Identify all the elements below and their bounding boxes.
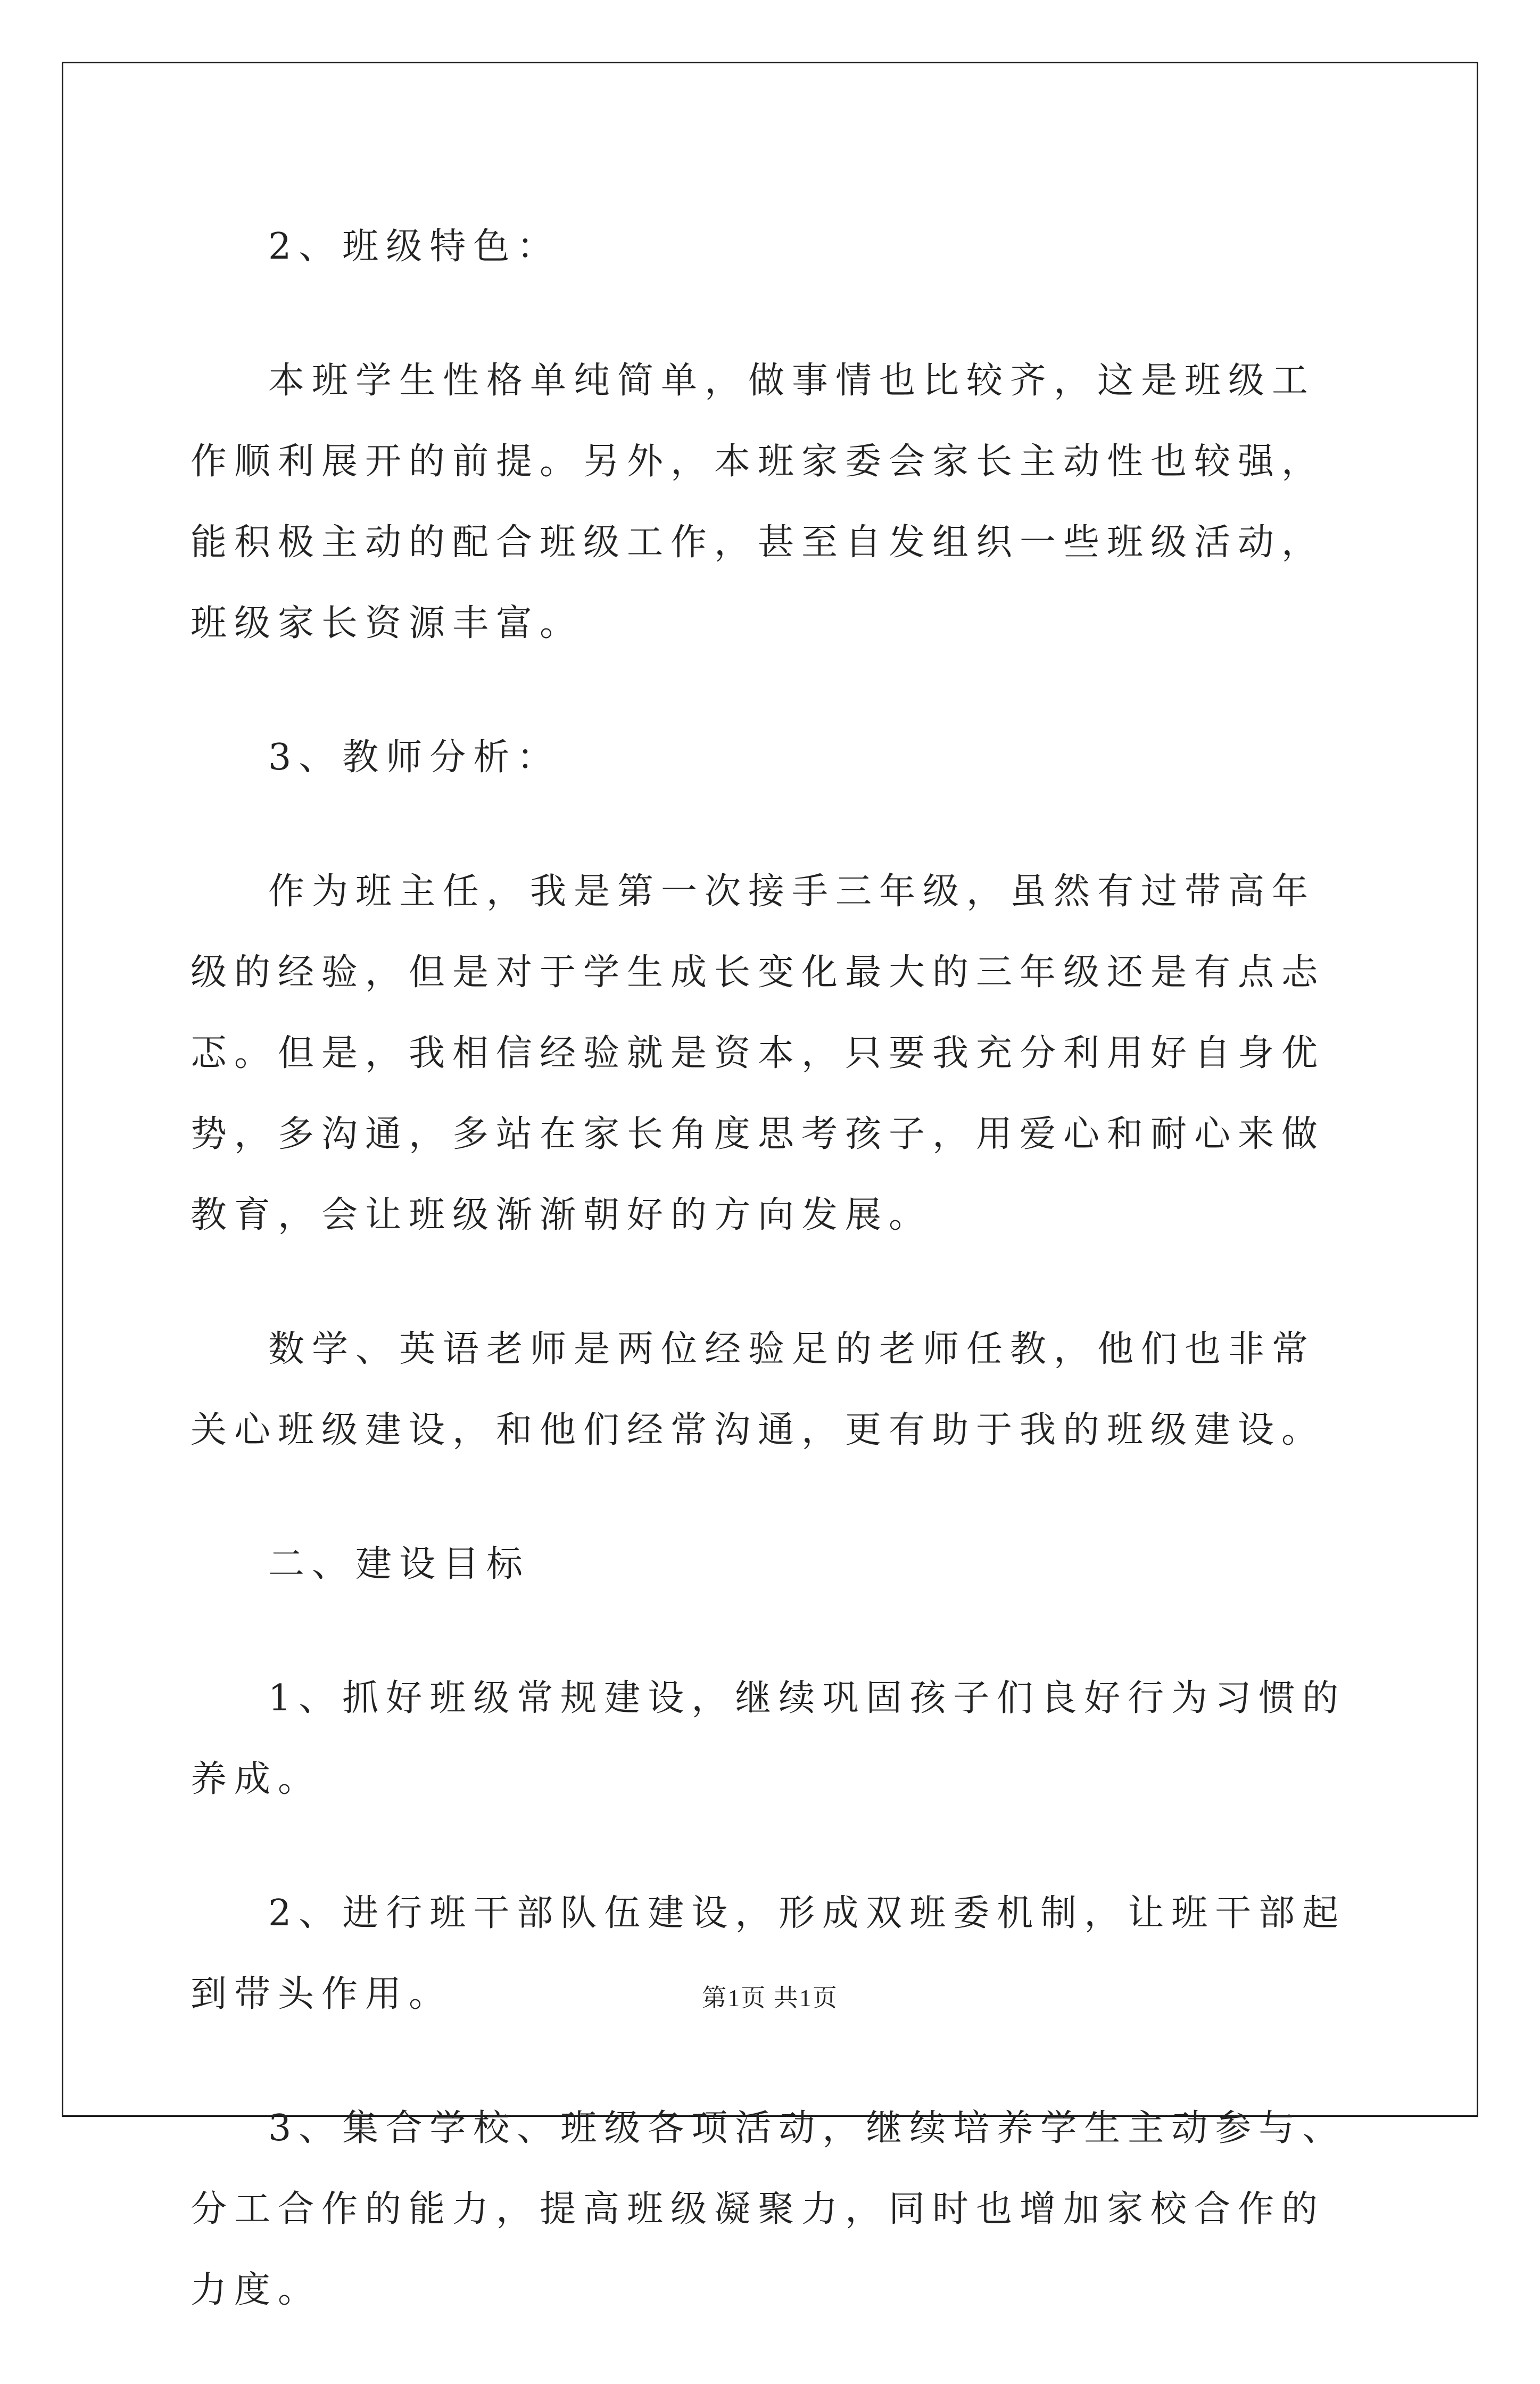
paragraph-goals-heading: 二、建设目标 [268, 1543, 531, 1585]
paragraph-class-features: 本班学生性格单纯简单，做事情也比较齐，这是班级工作顺利展开的前提。另外，本班家委会家长主动性也较强，能积极主动的配合班级工作，甚至自发组织一些班级活动，班级家长资源丰富。 [191, 360, 1326, 644]
paragraph-teacher-analysis: 作为班主任，我是第一次接手三年级，虽然有过带高年级的经验，但是对于学生成长变化最大的三年级还是有点忐忑。但是，我相信经验就是资本，只要我充分利用好自身优势，多沟通，多站在家长角度思考孩子，用爱心和耐心来做教育，会让班级渐渐朝好的方向发展。 [191, 871, 1326, 1236]
document-body [191, 206, 1356, 2384]
paragraph-class-features-heading: 2、班级特色： [268, 226, 561, 268]
paragraph-teacher-analysis-heading: 3、教师分析： [268, 736, 561, 779]
paragraph-goal-3: 3、集合学校、班级各项活动，继续培养学生主动参与、分工合作的能力，提高班级凝聚力，同时也增加家校合作的力度。 [191, 2107, 1346, 2311]
paragraph-teachers: 数学、英语老师是两位经验足的老师任教，他们也非常关心班级建设，和他们经常沟通，更有助于我的班级建设。 [191, 1328, 1326, 1451]
paragraph-goal-1: 1、抓好班级常规建设，继续巩固孩子们良好行为习惯的养成。 [191, 1677, 1346, 1800]
page-number-footer: 第1页 共1页 [702, 1984, 838, 2012]
paragraph-goal-2: 2、进行班干部队伍建设，形成双班委机制，让班干部起到带头作用。 [191, 1892, 1346, 2015]
